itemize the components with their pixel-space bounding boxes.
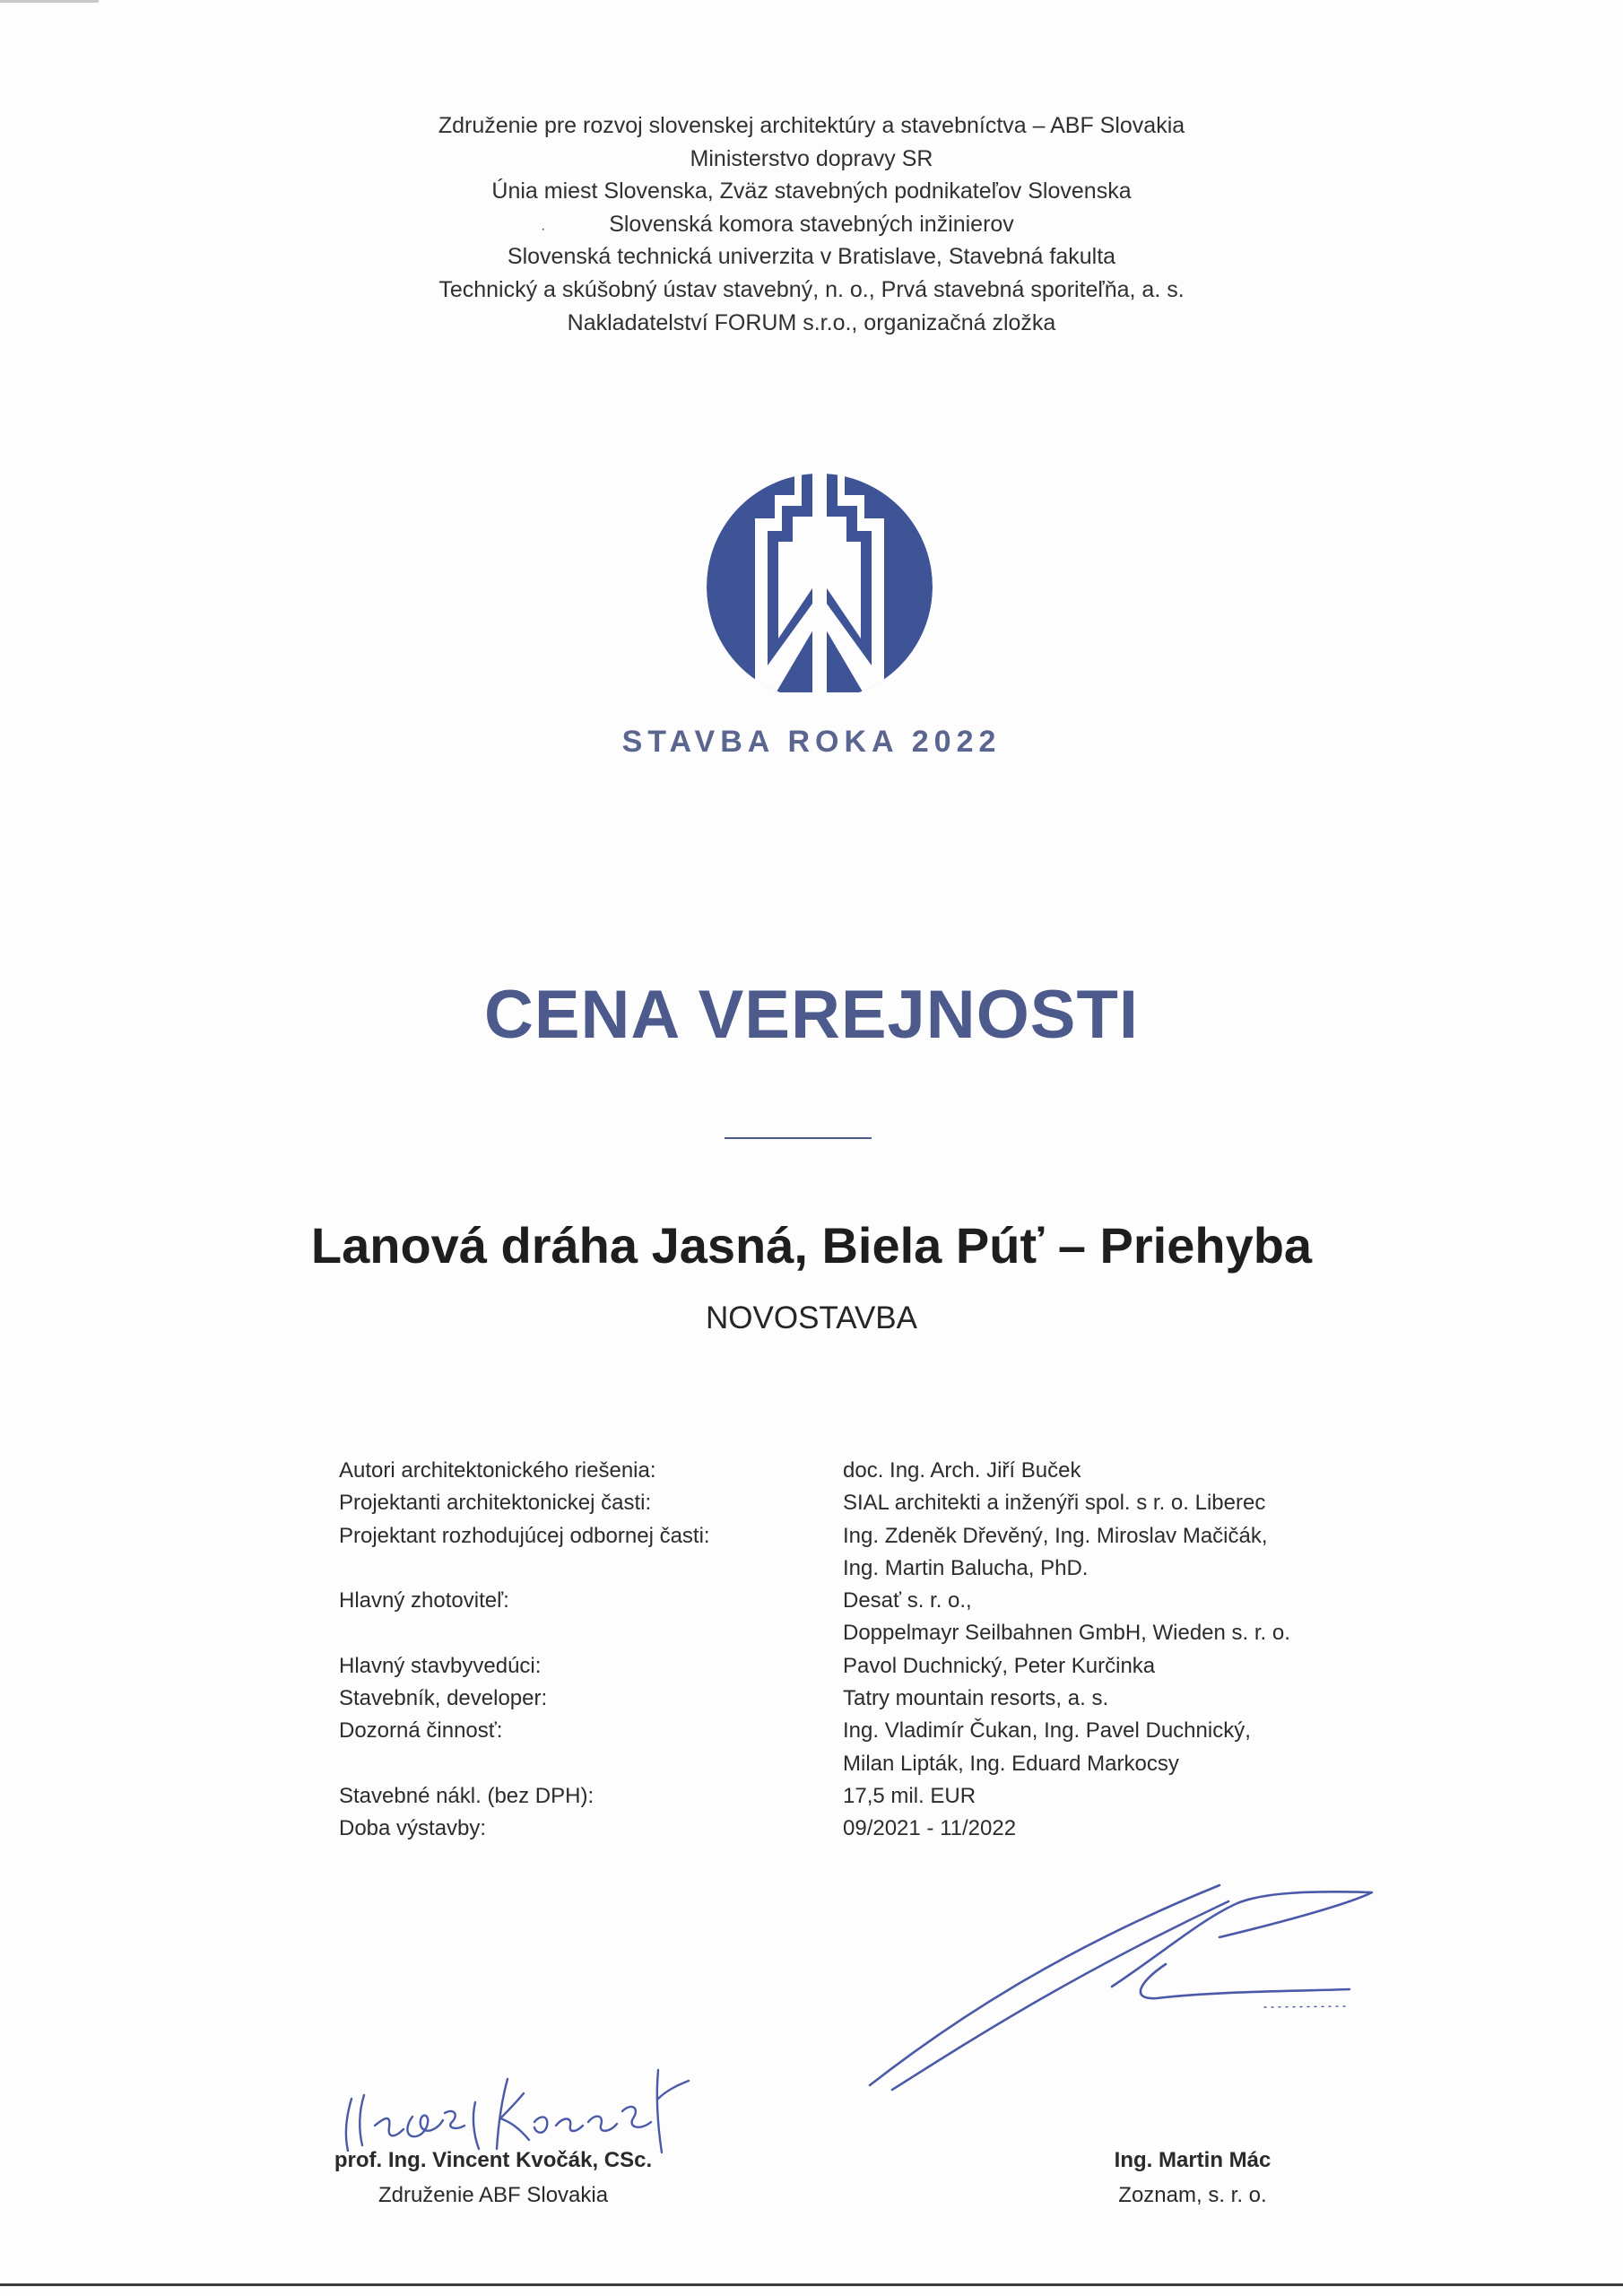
detail-value: Desať s. r. o.,	[843, 1588, 972, 1613]
organizer-line: Združenie pre rozvoj slovenskej architektúry a stavebníctva – ABF Slovakia	[438, 113, 1185, 138]
title-divider	[725, 1137, 872, 1139]
detail-label: Projektant rozhodujúcej odbornej časti:	[339, 1523, 710, 1548]
signature-right	[843, 1866, 1399, 2099]
organizer-line: Ministerstvo dopravy SR	[690, 145, 933, 171]
organizer-line: Slovenská technická univerzita v Bratislave, Stavebná fakulta	[507, 244, 1116, 270]
detail-label: Stavebník, developer:	[339, 1686, 548, 1711]
detail-value: Pavol Duchnický, Peter Kurčinka	[843, 1653, 1156, 1678]
scan-edge-top	[0, 0, 99, 3]
detail-value: 09/2021 - 11/2022	[843, 1816, 1017, 1841]
detail-value: SIAL architekti a inženýři spol. s r. o. Liberec	[843, 1491, 1266, 1516]
organizers-list	[0, 109, 1623, 339]
organizer-line: Nakladatelství FORUM s.r.o., organizačná zložka	[567, 309, 1056, 335]
detail-label: Hlavný stavbyvedúci:	[339, 1653, 542, 1678]
signatory-left-organization: Združenie ABF Slovakia	[378, 2183, 609, 2207]
detail-value: Tatry mountain resorts, a. s.	[843, 1686, 1109, 1711]
detail-label	[339, 1748, 710, 1780]
detail-value: Ing. Zdeněk Dřevěný, Ing. Miroslav Mačičák,	[843, 1523, 1268, 1548]
project-type: NOVOSTAVBA	[706, 1300, 917, 1335]
scan-edge-bottom	[0, 2283, 1623, 2286]
detail-label: Dozorná činnosť:	[339, 1718, 503, 1744]
details-values	[843, 1455, 1290, 1846]
detail-value: Ing. Martin Balucha, PhD.	[843, 1555, 1089, 1580]
organizer-line: Slovenská komora stavebných inžinierov	[609, 211, 1014, 237]
detail-label	[339, 1617, 710, 1649]
detail-label	[339, 1552, 710, 1585]
detail-value: Milan Lipták, Ing. Eduard Markocsy	[843, 1751, 1179, 1776]
organizer-line: Únia miest Slovenska, Zväz stavebných podnikateľov Slovenska	[491, 178, 1132, 204]
competition-title: STAVBA ROKA 2022	[621, 725, 1002, 759]
award-category: CENA VEREJNOSTI	[483, 977, 1140, 1053]
detail-label: Stavebné nákl. (bez DPH):	[339, 1783, 595, 1808]
signature-left	[332, 2063, 708, 2161]
detail-value: 17,5 mil. EUR	[843, 1783, 976, 1808]
details-labels	[339, 1455, 710, 1846]
detail-label: Doba výstavby:	[339, 1816, 487, 1841]
detail-value: Ing. Vladimír Čukan, Ing. Pavel Duchnický,	[843, 1718, 1251, 1744]
detail-label: Hlavný zhotoviteľ:	[339, 1588, 509, 1613]
stavba-roka-logo	[676, 459, 963, 692]
signatory-right-organization: Zoznam, s. r. o.	[1118, 2183, 1267, 2207]
signatory-right-name: Ing. Martin Mác	[1114, 2148, 1271, 2172]
detail-value: Doppelmayr Seilbahnen GmbH, Wieden s. r. o.	[843, 1621, 1290, 1646]
detail-label: Projektanti architektonickej časti:	[339, 1491, 652, 1516]
signatory-left-name: prof. Ing. Vincent Kvočák, CSc.	[334, 2148, 653, 2172]
detail-value: doc. Ing. Arch. Jiří Buček	[843, 1458, 1081, 1483]
scan-speck: ·	[541, 222, 546, 237]
project-title: Lanová dráha Jasná, Biela Púť – Priehyba	[310, 1217, 1313, 1274]
detail-label: Autori architektonického riešenia:	[339, 1458, 656, 1483]
organizer-line: Technický a skúšobný ústav stavebný, n. o., Prvá stavebná sporiteľňa, a. s.	[438, 276, 1185, 302]
